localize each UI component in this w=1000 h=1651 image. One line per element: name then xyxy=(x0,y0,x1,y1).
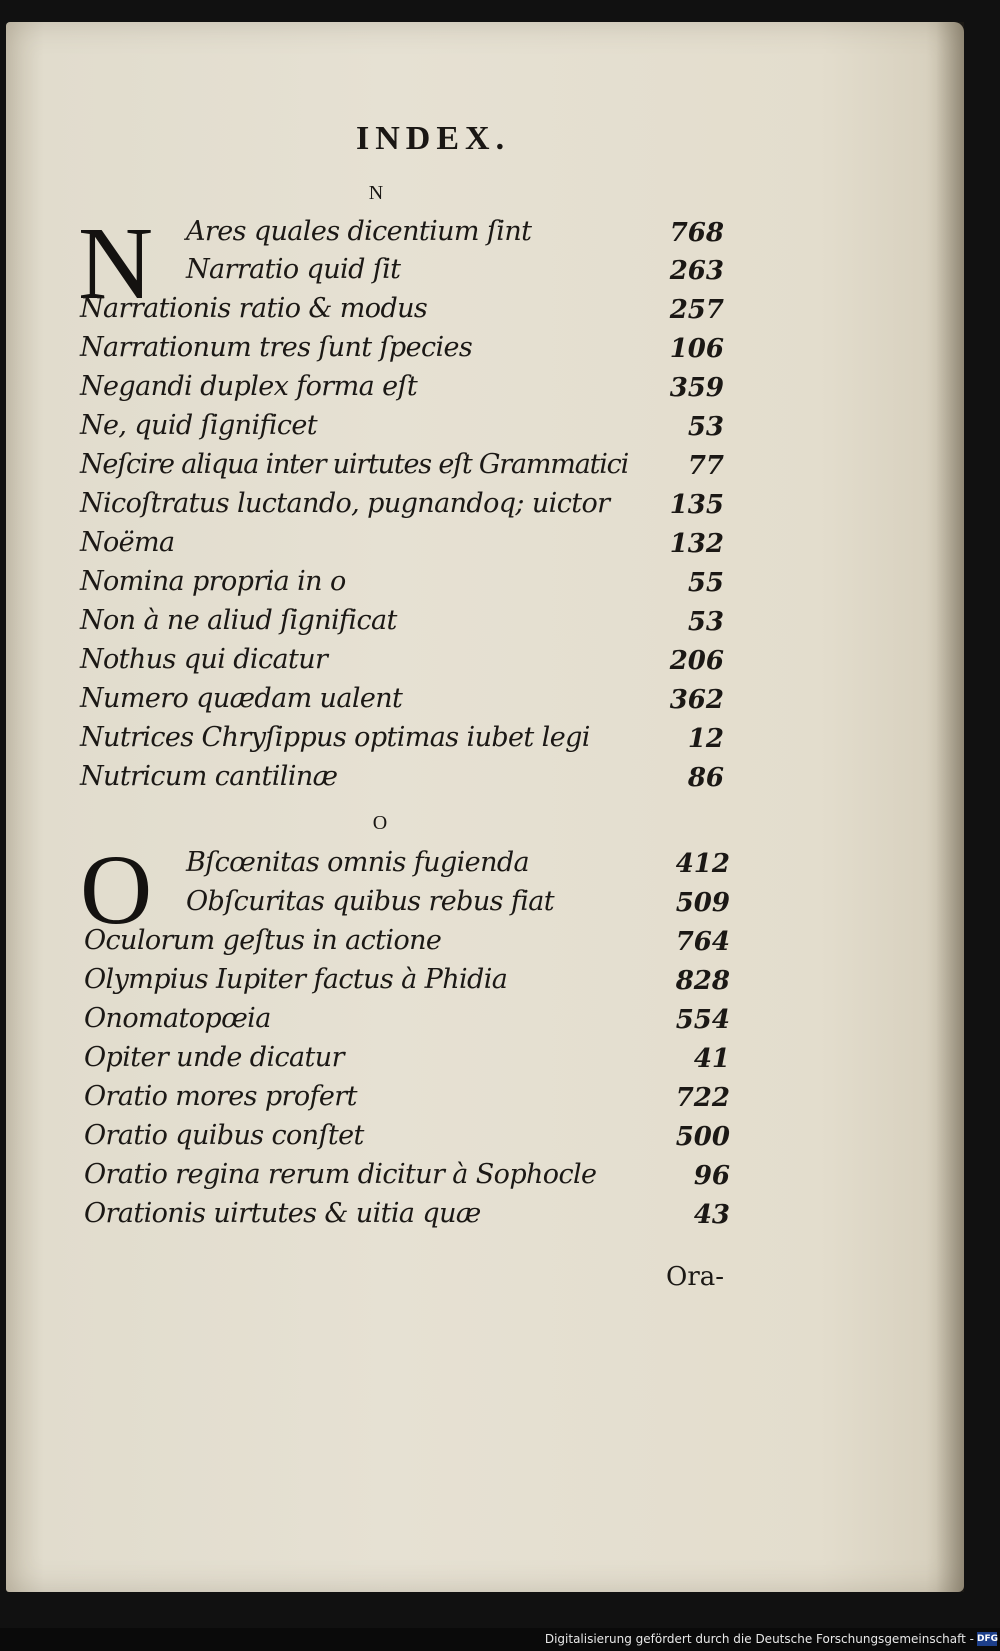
index-entry-text: Numero quædam ualent xyxy=(80,683,403,714)
index-entry-page: 132 xyxy=(669,529,724,559)
decorated-initial-o: O xyxy=(80,834,153,945)
index-entry-text: Oculorum geſtus in actione xyxy=(84,925,442,956)
index-entry-text: Oratio quibus conſtet xyxy=(84,1120,364,1151)
index-entry-text: Nomina propria in o xyxy=(80,566,346,597)
index-entry-page: 362 xyxy=(669,685,724,715)
index-entry-text: Oratio mores profert xyxy=(84,1081,357,1112)
index-entry-text: Onomatopœia xyxy=(84,1003,271,1034)
index-entry-page: 206 xyxy=(669,646,724,676)
index-entry-page: 53 xyxy=(687,607,724,637)
index-entry-text: Narrationis ratio & modus xyxy=(80,293,428,324)
index-entry-text: Noëma xyxy=(80,527,175,558)
decorated-initial-n: N xyxy=(78,206,154,321)
book-page xyxy=(6,22,964,1592)
index-entry-text: Narratio quid ſit xyxy=(186,254,401,285)
index-entry-page: 41 xyxy=(693,1044,730,1074)
index-entry-page: 554 xyxy=(675,1005,730,1035)
index-entry-text: Neſcire aliqua inter uirtutes eſt Grammatici xyxy=(80,449,629,480)
catchword: Ora- xyxy=(666,1262,725,1292)
index-entry-page: 412 xyxy=(675,849,730,879)
index-entry-page: 106 xyxy=(669,334,724,364)
index-entry-page: 359 xyxy=(669,373,724,403)
section-heading-n: N xyxy=(368,182,384,204)
index-entry-text: Nutrices Chryſippus optimas iubet legi xyxy=(80,722,590,753)
index-entry-page: 509 xyxy=(675,888,730,918)
index-entry-page: 77 xyxy=(687,451,724,481)
index-entry-page: 764 xyxy=(675,927,730,957)
index-entry-page: 263 xyxy=(669,256,724,286)
index-entry-page: 135 xyxy=(669,490,724,520)
index-entry-text: Olympius Iupiter factus à Phidia xyxy=(84,964,508,995)
index-entry-text: Nicoſtratus luctando, pugnandoq; uictor xyxy=(80,488,610,519)
index-entry-page: 55 xyxy=(687,568,724,598)
index-entry-page: 43 xyxy=(693,1200,730,1230)
index-entry-page: 500 xyxy=(675,1122,730,1152)
index-entry-text: Ne, quid ſignificet xyxy=(80,410,318,441)
page-title: INDEX. xyxy=(356,120,511,157)
index-entry-text: Orationis uirtutes & uitia quæ xyxy=(84,1198,481,1229)
index-entry-page: 53 xyxy=(687,412,724,442)
index-entry-page: 257 xyxy=(669,295,724,325)
index-entry-page: 12 xyxy=(687,724,724,754)
index-entry-text: Non à ne aliud ſignificat xyxy=(80,605,397,636)
section-heading-o: O xyxy=(372,812,388,834)
index-entry-text: Narrationum tres ſunt ſpecies xyxy=(80,332,473,363)
index-entry-page: 828 xyxy=(675,966,730,996)
digitization-footer xyxy=(0,1628,1000,1651)
funding-credit: Digitalisierung gefördert durch die Deutsche Forschungsgemeinschaft - xyxy=(544,1632,974,1646)
index-entry-page: 768 xyxy=(669,218,724,248)
index-entry-text: Ares quales dicentium ſint xyxy=(186,216,532,247)
index-entry-text: Obſcuritas quibus rebus fiat xyxy=(186,886,555,917)
index-entry-text: Opiter unde dicatur xyxy=(84,1042,344,1073)
index-entry-text: Bſcœnitas omnis fugienda xyxy=(186,847,530,878)
index-entry-page: 96 xyxy=(693,1161,730,1191)
index-entry-text: Oratio regina rerum dicitur à Sophocle xyxy=(84,1159,597,1190)
index-entry-text: Nothus qui dicatur xyxy=(80,644,328,675)
index-entry-page: 722 xyxy=(675,1083,730,1113)
index-entry-text: Nutricum cantilinæ xyxy=(80,761,338,792)
index-entry-page: 86 xyxy=(687,763,724,793)
index-entry-text: Negandi duplex forma eſt xyxy=(80,371,418,402)
dfg-logo: DFG xyxy=(977,1634,999,1644)
